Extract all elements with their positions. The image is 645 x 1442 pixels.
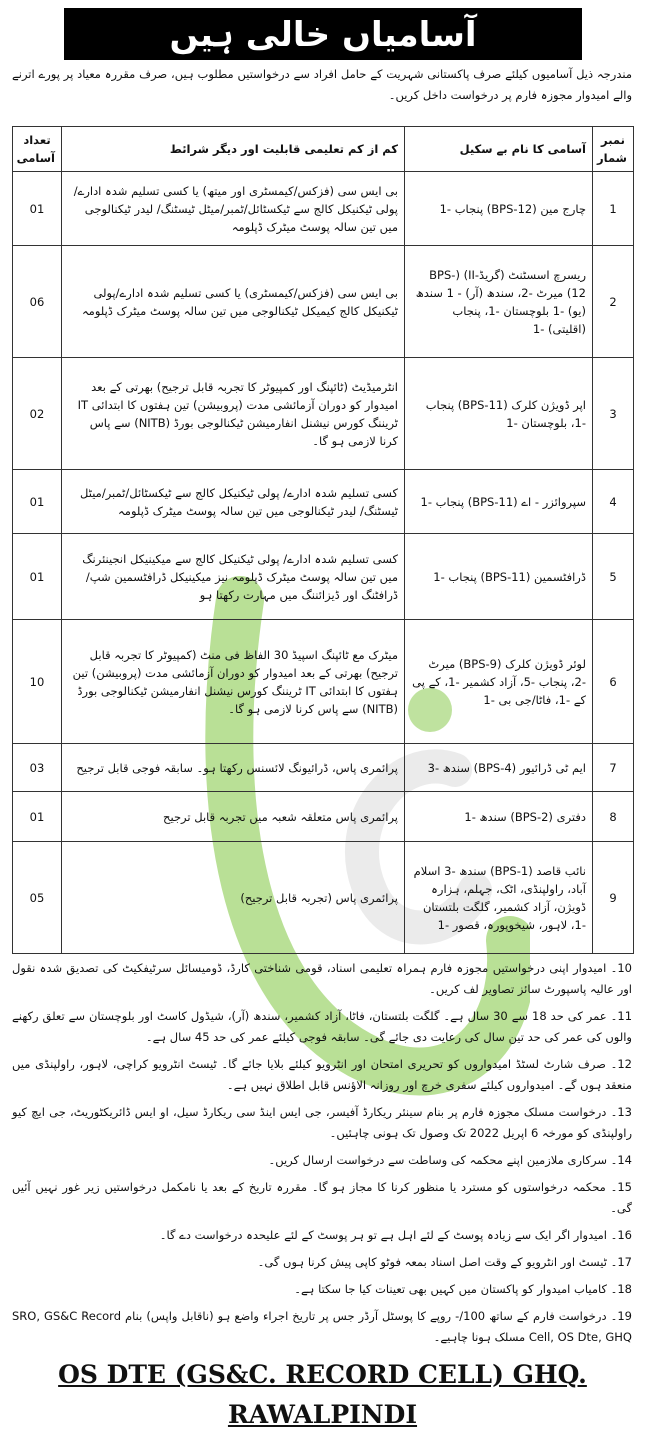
row-serial: 3 [593, 358, 634, 470]
row-post: لوئر ڈویژن کلرک (BPS-9) میرٹ -2، پنجاب -5، آزاد کشمیر -1، کے پی کے -1، فاٹا/جی بی -1 [405, 620, 593, 744]
row-count: 01 [13, 172, 62, 246]
page-title: آسامیاں خالی ہیں [64, 8, 582, 60]
row-qualification: کسی تسلیم شدہ ادارے/ پولی ٹیکنیکل کالج سے میکینیکل انجینئرنگ میں تین سالہ پوسٹ میٹرک ڈپلومہ نیز میکینیکل ڈرافٹسمین شپ/ ڈرافٹنگ اور ڈیزائننگ میں مہارت رکھتا ہو [62, 534, 405, 620]
row-serial: 9 [593, 842, 634, 954]
table-row [13, 792, 634, 842]
row-serial: 1 [593, 172, 634, 246]
intro-paragraph: مندرجہ ذیل آسامیوں کیلئے صرف پاکستانی شہریت کے حامل افراد سے درخواستیں مطلوب ہیں، صرف مقررہ معیاد پر پورے اترنے والے امیدوار مجوزہ فارم پر درخواست داخل کریں۔ [12, 67, 632, 102]
table-row [13, 842, 634, 954]
row-qualification: پرائمری پاس متعلقہ شعبہ میں تجربہ قابل ترجیح [62, 792, 405, 842]
row-serial: 5 [593, 534, 634, 620]
table-row [13, 470, 634, 534]
header-serial: نمبر شمار [593, 127, 634, 172]
row-serial: 6 [593, 620, 634, 744]
row-serial: 2 [593, 246, 634, 358]
row-qualification: بی ایس سی (فزکس/کیمسٹری) یا کسی تسلیم شدہ ادارے/پولی ٹیکنیکل کالج کیمیکل ٹیکنالوجی میں تین سالہ پوسٹ میٹرک ڈپلومہ [62, 246, 405, 358]
row-post: ایم ٹی ڈرائیور (BPS-4) سندھ -3 [405, 744, 593, 792]
row-serial: 8 [593, 792, 634, 842]
row-qualification: بی ایس سی (فزکس/کیمسٹری اور میتھ) یا کسی تسلیم شدہ ادارے/ پولی ٹیکنیکل کالج سے ٹیکسٹائل/ٹمبر/میٹل ٹیسٹنگ/ لیدر ٹیکنالوجی میں تین سالہ پوسٹ میٹرک ڈپلومہ [62, 172, 405, 246]
row-qualification: میٹرک مع ٹائپنگ اسپیڈ 30 الفاظ فی منٹ (کمپیوٹر کا تجربہ قابل ترجیح) بھرتی کے بعد امیدوار کو دوران آزمائشی مدت (پروبیشن) تین ہفتوں کا ابتدائی IT ٹریننگ کورس نیشنل انفارمیشن ٹیکنالوجی بورڈ (NITB) سے پاس کرنا لازمی ہو گا۔ [62, 620, 405, 744]
table-row [13, 246, 634, 358]
terms-list [12, 958, 632, 1354]
note-item: 13۔ درخواست مسلک مجوزہ فارم پر بنام سینئر ریکارڈ آفیسر، جی ایس اینڈ سی ریکارڈ سیل، او ایس ڈائریکٹوریٹ، جی ایچ کیو راولپنڈی کو مورخہ 6 اپریل 2022 تک وصول تک ہونی چاہئیں۔ [12, 1105, 632, 1140]
note-item: 19۔ درخواست فارم کے ساتھ 100/- روپے کا پوسٹل آرڈر جس پر تاریخ اجراء واضع ہو (ناقابل واپس) بنام SRO, GS&C Record Cell, OS Dte, GHQ مسلک ہونا چاہیے۔ [12, 1309, 632, 1344]
row-post: دفتری (BPS-2) سندھ -1 [405, 792, 593, 842]
table-row [13, 620, 634, 744]
row-qualification: پرائمری پاس، ڈرائیونگ لائسنس رکھتا ہو۔ سابقہ فوجی قابل ترجیح [62, 744, 405, 792]
vacancies-table [12, 126, 634, 954]
row-count: 01 [13, 534, 62, 620]
row-post: اپر ڈویژن کلرک (BPS-11) پنجاب -1، بلوچستان -1 [405, 358, 593, 470]
row-post: ریسرچ اسسٹنٹ (گریڈ-II) (BPS-12) میرٹ -2، سندھ (آر) - 1 سندھ (یو) -1 بلوچستان -1، پنجاب (اقلیتی) -1 [405, 246, 593, 358]
row-post: ڈرافٹسمین (BPS-11) پنجاب -1 [405, 534, 593, 620]
row-count: 03 [13, 744, 62, 792]
row-post: سپروائزر - اے (BPS-11) پنجاب -1 [405, 470, 593, 534]
note-item: 17۔ ٹیسٹ اور انٹرویو کے وقت اصل اسناد بمعہ فوٹو کاپی پیش کرنا ہوں گی۔ [257, 1255, 632, 1269]
note-item: 11۔ عمر کی حد 18 سے 30 سال ہے۔ گلگت بلتستان، فاٹا، آزاد کشمیر، سندھ (آر)، شیڈول کاسٹ اور بلوچستان سے تعلق رکھنے والوں کی عمر کی حد تین سال کی رعایت دی جائے گی۔ سابقہ فوجی کیلئے عمر کی حد 45 سال ہے۔ [12, 1009, 633, 1044]
note-item: 15۔ محکمہ درخواستوں کو مسترد یا منظور کرنا کا مجاز ہو گا۔ مقررہ تاریخ کے بعد یا نامکمل درخواستیں زیر غور نہیں آئیں گی۔ [12, 1180, 632, 1215]
row-post: نائب قاصد (BPS-1) سندھ -3 اسلام آباد، راولپنڈی، اٹک، جہلم، ہزارہ ڈویژن، آزاد کشمیر، گلگت بلتستان -1، لاہور، شیخوپورہ، قصور -1 [405, 842, 593, 954]
row-count: 06 [13, 246, 62, 358]
header-post: آسامی کا نام بے سکیل [405, 127, 593, 172]
footer-office: OS DTE (GS&C. RECORD CELL) GHQ. [58, 1360, 587, 1389]
note-item: 18۔ کامیاب امیدوار کو پاکستان میں کہیں بھی تعینات کیا جا سکتا ہے۔ [294, 1282, 632, 1296]
row-count: 05 [13, 842, 62, 954]
row-count: 02 [13, 358, 62, 470]
row-count: 10 [13, 620, 62, 744]
row-count: 01 [13, 470, 62, 534]
header-qualification: کم از کم تعلیمی قابلیت اور دیگر شرائط [62, 127, 405, 172]
row-serial: 4 [593, 470, 634, 534]
table-row [13, 172, 634, 246]
header-count: تعداد آسامی [13, 127, 62, 172]
table-header-row [13, 127, 634, 172]
note-item: 10۔ امیدوار اپنی درخواستیں مجوزہ فارم ہمراہ تعلیمی اسناد، قومی شناختی کارڈ، ڈومیسائل سرٹیفکیٹ کی تصدیق شدہ نقول اور عالیہ پاسپورٹ سائز تصاویر لف کریں۔ [12, 961, 632, 996]
note-item: 14۔ سرکاری ملازمین اپنے محکمہ کی وساطت سے درخواست ارسال کریں۔ [268, 1153, 632, 1167]
row-post: چارج مین (BPS-12) پنجاب -1 [405, 172, 593, 246]
table-row [13, 534, 634, 620]
footer-city: RAWALPINDI [227, 1400, 418, 1429]
note-item: 16۔ امیدوار اگر ایک سے زیادہ پوسٹ کے لئے اہل ہے تو ہر پوسٹ کے لئے علیحدہ درخواست دے گا۔ [159, 1228, 632, 1242]
table-row [13, 358, 634, 470]
row-qualification: کسی تسلیم شدہ ادارے/ پولی ٹیکنیکل کالج سے ٹیکسٹائل/ٹمبر/میٹل ٹیسٹنگ/ لیدر ٹیکنالوجی میں تین سالہ پوسٹ میٹرک ڈپلومہ [62, 470, 405, 534]
row-count: 01 [13, 792, 62, 842]
row-qualification: انٹرمیڈیٹ (ٹائپنگ اور کمپیوٹر کا تجربہ قابل ترجیح) بھرتی کے بعد امیدوار کو دوران آزمائشی مدت (پروبیشن) تین ہفتوں کا ابتدائی IT ٹریننگ کورس نیشنل انفارمیشن ٹیکنالوجی بورڈ (NITB) سے پاس کرنا لازمی ہو گا۔ [62, 358, 405, 470]
row-qualification: پرائمری پاس (تجربہ قابل ترجیح) [62, 842, 405, 954]
row-serial: 7 [593, 744, 634, 792]
note-item: 12۔ صرف شارٹ لسٹڈ امیدواروں کو تحریری امتحان اور انٹرویو کیلئے بلایا جائے گا۔ ٹیسٹ انٹرویو کراچی، لاہور، راولپنڈی میں منعقد ہوں گے۔ امیدواروں کیلئے سفری خرچ اور روزانہ الاؤنس قابل اطلاق نہیں ہے۔ [12, 1057, 632, 1092]
table-row [13, 744, 634, 792]
